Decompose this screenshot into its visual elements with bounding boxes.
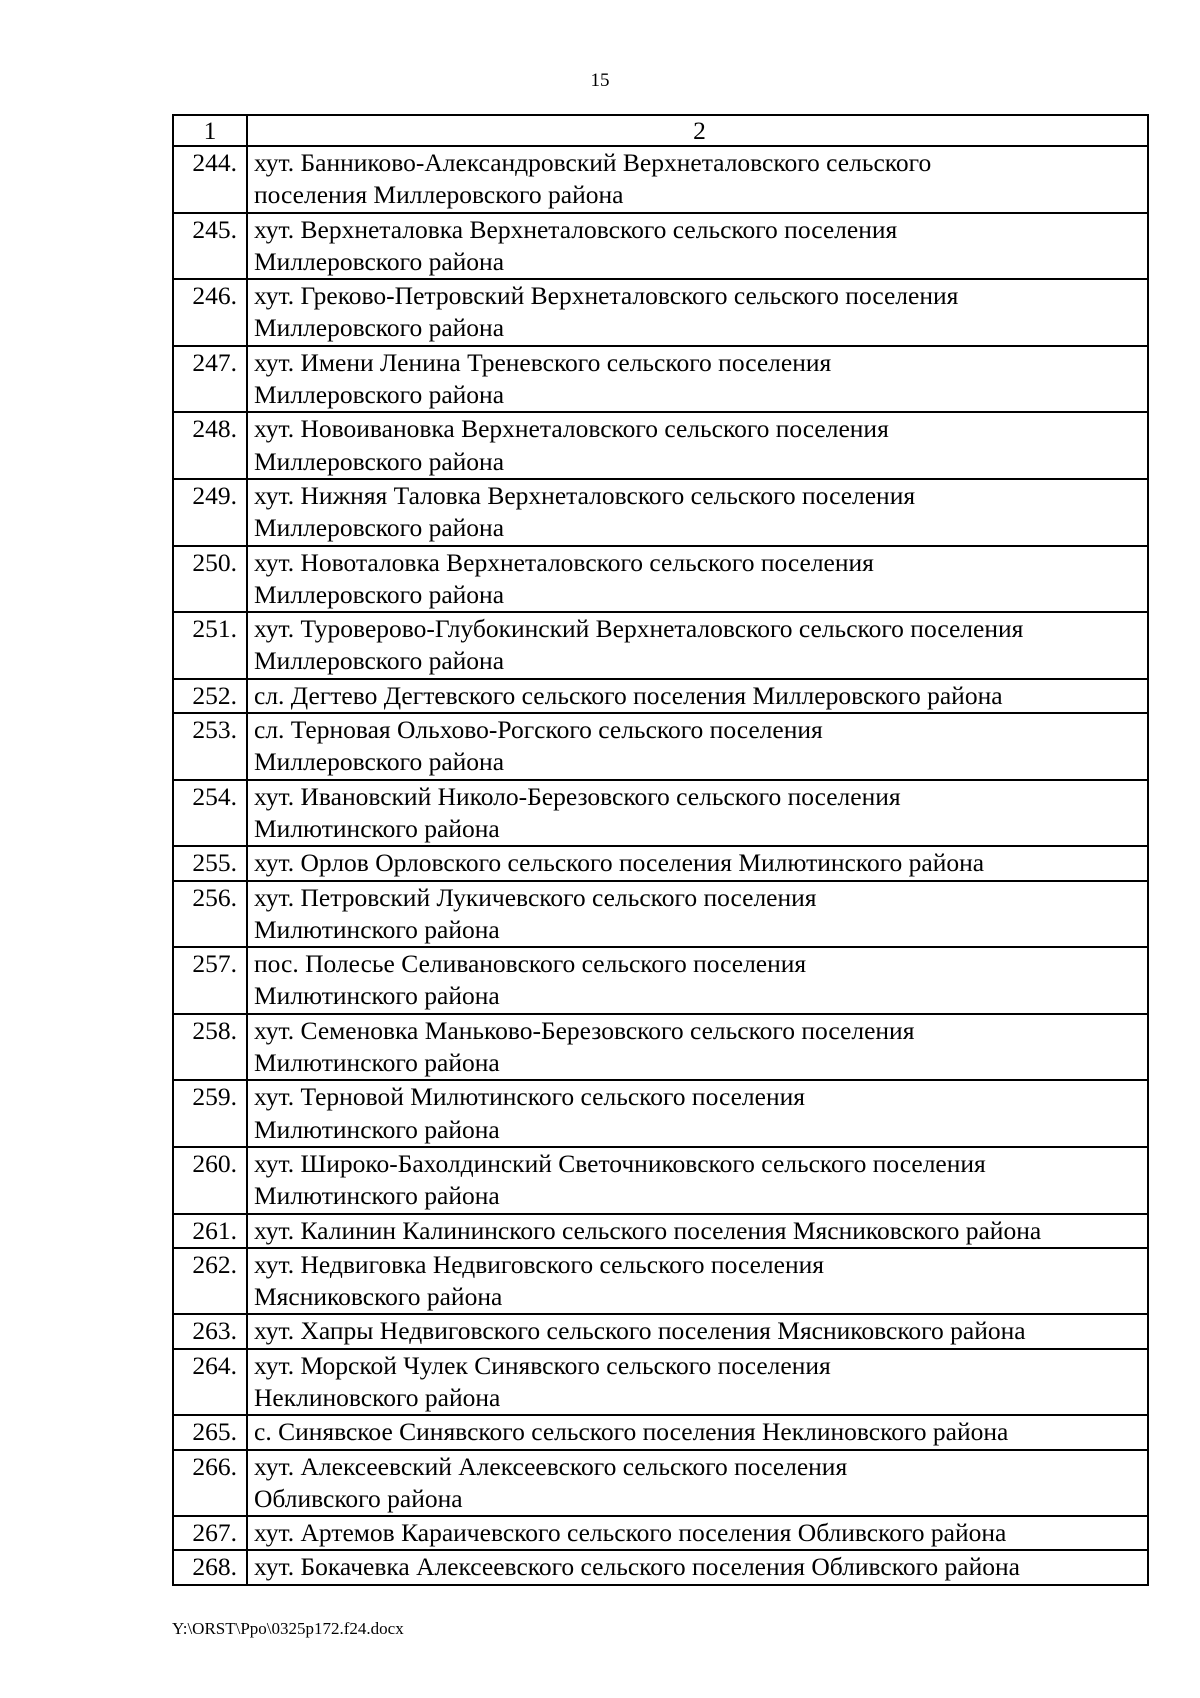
table-row — [173, 1349, 1148, 1416]
settlement-name: хут. Орлов Орловского сельского поселения Милютинского района — [247, 846, 1148, 880]
settlement-name: хут. Верхнеталовка Верхнеталовского сельского поселения Миллеровского района — [247, 213, 1148, 280]
table-row — [173, 881, 1148, 948]
settlement-name: хут. Морской Чулек Синявского сельского поселения Неклиновского района — [247, 1349, 1148, 1416]
settlement-name: сл. Терновая Ольхово-Рогского сельского поселения Миллеровского района — [247, 713, 1148, 780]
settlement-name: хут. Алексеевский Алексеевского сельского поселения Обливского района — [247, 1450, 1148, 1517]
settlement-name: хут. Бокачевка Алексеевского сельского поселения Обливского района — [247, 1550, 1148, 1584]
table-row — [173, 1248, 1148, 1315]
row-number: 252. — [173, 679, 247, 713]
row-number: 253. — [173, 713, 247, 780]
settlement-name: хут. Калинин Калининского сельского поселения Мясниковского района — [247, 1214, 1148, 1248]
settlement-name: хут. Хапры Недвиговского сельского поселения Мясниковского района — [247, 1314, 1148, 1348]
settlement-name: хут. Новоивановка Верхнеталовского сельского поселения Миллеровского района — [247, 412, 1148, 479]
row-number: 262. — [173, 1248, 247, 1315]
table-row — [173, 412, 1148, 479]
row-number: 263. — [173, 1314, 247, 1348]
table-row — [173, 146, 1148, 213]
row-number: 251. — [173, 612, 247, 679]
table-row — [173, 1014, 1148, 1081]
settlement-name: хут. Семеновка Маньково-Березовского сельского поселения Милютинского района — [247, 1014, 1148, 1081]
table-row — [173, 612, 1148, 679]
table-row — [173, 546, 1148, 613]
table-row — [173, 279, 1148, 346]
table-row — [173, 479, 1148, 546]
settlement-name: хут. Ивановский Николо-Березовского сельского поселения Милютинского района — [247, 780, 1148, 847]
settlement-name: хут. Банниково-Александровский Верхнеталовского сельского поселения Миллеровского района — [247, 146, 1148, 213]
row-number: 245. — [173, 213, 247, 280]
table-row — [173, 1314, 1148, 1348]
row-number: 256. — [173, 881, 247, 948]
row-number: 258. — [173, 1014, 247, 1081]
row-number: 260. — [173, 1147, 247, 1214]
settlement-name: хут. Туроверово-Глубокинский Верхнеталовского сельского поселения Миллеровского района — [247, 612, 1148, 679]
row-number: 250. — [173, 546, 247, 613]
row-number: 257. — [173, 947, 247, 1014]
table-row — [173, 1516, 1148, 1550]
row-number: 265. — [173, 1415, 247, 1449]
table-row — [173, 947, 1148, 1014]
page-number: 15 — [590, 70, 610, 91]
row-number: 268. — [173, 1550, 247, 1584]
row-number: 247. — [173, 346, 247, 413]
table-row — [173, 1147, 1148, 1214]
row-number: 259. — [173, 1080, 247, 1147]
table-row — [173, 713, 1148, 780]
table-header-row — [173, 115, 1148, 146]
row-number: 264. — [173, 1349, 247, 1416]
settlement-name: хут. Артемов Караичевского сельского поселения Обливского района — [247, 1516, 1148, 1550]
table-row — [173, 1450, 1148, 1517]
settlement-name: хут. Греково-Петровский Верхнеталовского сельского поселения Миллеровского района — [247, 279, 1148, 346]
settlement-name: хут. Нижняя Таловка Верхнеталовского сельского поселения Миллеровского района — [247, 479, 1148, 546]
row-number: 266. — [173, 1450, 247, 1517]
settlements-table — [172, 114, 1149, 1586]
settlement-name: хут. Широко-Бахолдинский Светочниковского сельского поселения Милютинского района — [247, 1147, 1148, 1214]
settlement-name: хут. Имени Ленина Треневского сельского поселения Миллеровского района — [247, 346, 1148, 413]
header-col-number: 1 — [173, 115, 247, 146]
row-number: 255. — [173, 846, 247, 880]
settlement-name: хут. Терновой Милютинского сельского поселения Милютинского района — [247, 1080, 1148, 1147]
footer-file-path: Y:\ORST\Ppo\0325p172.f24.docx — [172, 1619, 404, 1638]
table-row — [173, 1214, 1148, 1248]
row-number: 261. — [173, 1214, 247, 1248]
table-row — [173, 679, 1148, 713]
row-number: 244. — [173, 146, 247, 213]
settlement-name: хут. Недвиговка Недвиговского сельского поселения Мясниковского района — [247, 1248, 1148, 1315]
table-row — [173, 346, 1148, 413]
row-number: 254. — [173, 780, 247, 847]
settlement-name: хут. Новоталовка Верхнеталовского сельского поселения Миллеровского района — [247, 546, 1148, 613]
settlement-name: с. Синявское Синявского сельского поселения Неклиновского района — [247, 1415, 1148, 1449]
row-number: 248. — [173, 412, 247, 479]
row-number: 249. — [173, 479, 247, 546]
settlement-name: хут. Петровский Лукичевского сельского поселения Милютинского района — [247, 881, 1148, 948]
header-col-name: 2 — [247, 115, 1148, 146]
table-row — [173, 846, 1148, 880]
settlement-name: сл. Дегтево Дегтевского сельского поселения Миллеровского района — [247, 679, 1148, 713]
table-row — [173, 1550, 1148, 1584]
row-number: 246. — [173, 279, 247, 346]
table-row — [173, 1080, 1148, 1147]
table-row — [173, 213, 1148, 280]
table-row — [173, 780, 1148, 847]
row-number: 267. — [173, 1516, 247, 1550]
settlement-name: пос. Полесье Селивановского сельского поселения Милютинского района — [247, 947, 1148, 1014]
table-row — [173, 1415, 1148, 1449]
